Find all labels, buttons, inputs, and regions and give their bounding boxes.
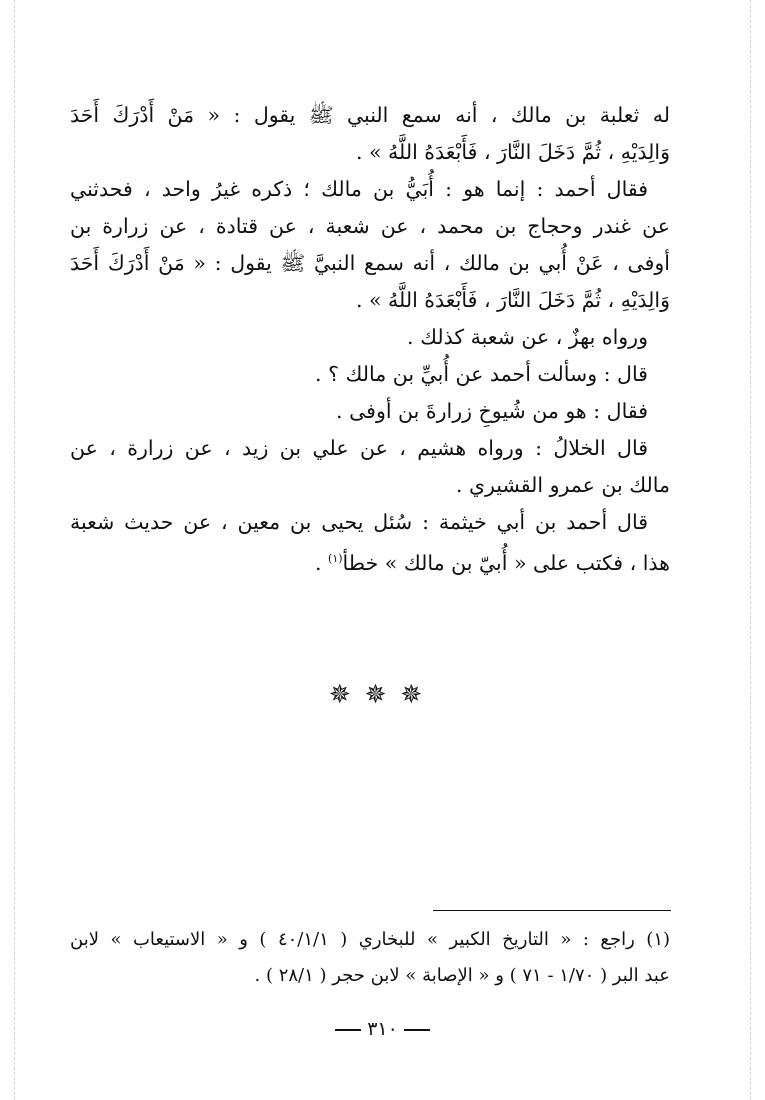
page-number (0, 1018, 765, 1040)
margin-guide-left (14, 0, 15, 1100)
margin-guide-right (750, 0, 751, 1100)
text-line: مالك بن عمرو القشيري . (455, 473, 670, 497)
text-line: أوفى ، عَنْ أُبي بن مالك ، أنه سمع النبيَّ ﷺ يقول : « مَنْ أَدْرَكَ أَحَدَ (70, 251, 670, 275)
text-line: وَالِدَيْهِ ، ثُمَّ دَخَلَ النَّارَ ، فَأَبْعَدَهُ اللَّهُ » . (355, 288, 670, 312)
text-line: وَالِدَيْهِ ، ثُمَّ دَخَلَ النَّارَ ، فَأَبْعَدَهُ اللَّهُ » . (355, 140, 670, 164)
text-line: قال أحمد بن أبي خيثمة : سُئل يحيى بن معين ، عن حديث شعبة (70, 510, 648, 534)
section-separator: ✵✵✵ (328, 680, 437, 710)
text-line: له ثعلبة بن مالك ، أنه سمع النبي ﷺ يقول : « مَنْ أَدْرَكَ أَحَدَ (70, 103, 670, 127)
text-line-content: هذا ، فكتب على « أُبيّ بن مالك » خطأ (342, 550, 670, 575)
main-text (70, 100, 670, 585)
text-line: فقال أحمد : إنما هو : أُبَيُّ بن مالك ؛ ذكره غيرُ واحد ، فحدثني (70, 177, 648, 201)
footnotes (70, 926, 670, 998)
text-line: فقال : هو من شُيوخِ زرارةَ بن أوفى . (336, 399, 648, 423)
page-number-dash (404, 1029, 430, 1031)
footnote-line: عبد البر ( ١/٧٠ - ٧١ ) و « الإصابة » لابن حجر ( ٢٨/١ ) . (254, 965, 670, 986)
text-line-last: هذا ، فكتب على « أُبيّ بن مالك » خطأ$^{(١)}$ . (314, 550, 670, 575)
text-line: عن غندر وحجاج بن محمد ، عن شعبة ، عن قتادة ، عن زرارة بن (70, 214, 670, 238)
footnote-rule (433, 910, 671, 911)
text-line: ورواه بهزٌ ، عن شعبة كذلك . (407, 325, 648, 349)
footnote-marker: (١) (328, 552, 343, 565)
text-line: قال : وسألت أحمد عن أُبيِّ بن مالك ؟ . (315, 362, 648, 386)
footnote-line: (١) راجع : « التاريخ الكبير » للبخاري ( ٤٠/١/١ ) و « الاستيعاب » لابن (70, 929, 671, 950)
text-line: قال الخلالُ : ورواه هشيم ، عن علي بن زيد ، عن زرارة ، عن (70, 436, 648, 460)
page-number-dash (335, 1029, 361, 1031)
page-number-text: ٣١٠ (367, 1018, 398, 1040)
